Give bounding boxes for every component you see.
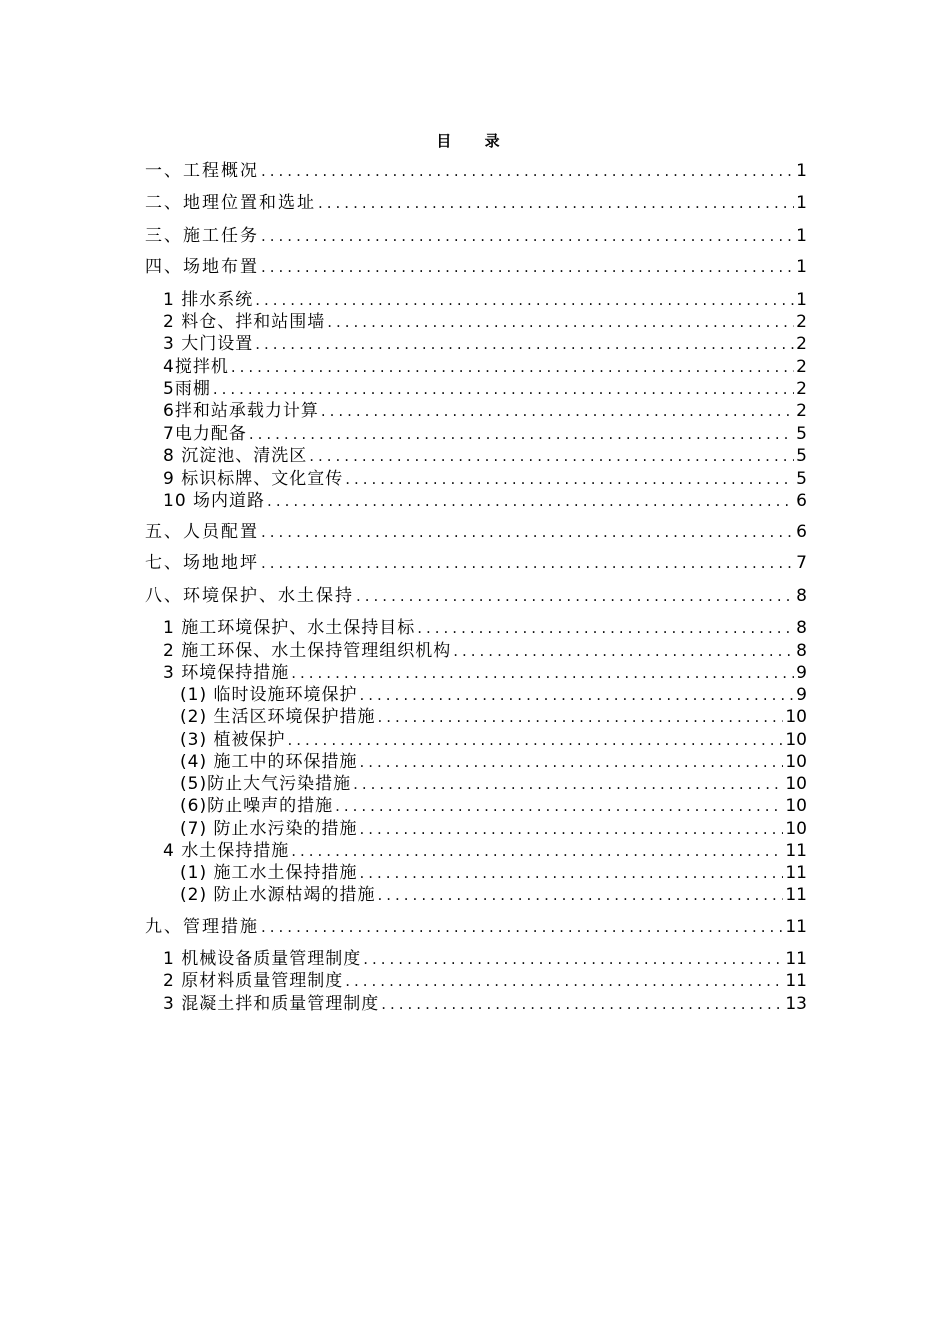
toc-entry — [145, 333, 807, 355]
toc-entry-label: 一、工程概况 — [145, 161, 259, 181]
toc-entry-page-number: 1 — [796, 193, 807, 213]
toc-entry-page-number: 2 — [796, 379, 807, 399]
toc-dot-leader — [377, 706, 783, 728]
toc-entry-page-number: 8 — [796, 618, 807, 638]
toc-dot-leader — [417, 617, 794, 639]
toc-entry — [145, 225, 807, 247]
toc-entry — [145, 840, 807, 862]
toc-dot-leader — [377, 884, 783, 906]
toc-dot-leader — [261, 916, 783, 938]
toc-entry-page-number: 10 — [785, 730, 807, 750]
toc-entry-label: 8 沉淀池、清洗区 — [163, 446, 308, 466]
toc-entry-page-number: 10 — [785, 752, 807, 772]
toc-entry — [145, 289, 807, 311]
toc-dot-leader — [287, 729, 783, 751]
toc-entry-page-number: 2 — [796, 312, 807, 332]
toc-dot-leader — [291, 662, 794, 684]
toc-dot-leader — [345, 468, 794, 490]
toc-dot-leader — [453, 640, 794, 662]
toc-entry-label: 九、管理措施 — [145, 917, 259, 937]
toc-entry-label: 八、环境保护、水土保持 — [145, 586, 354, 606]
toc-entry-label: 4搅拌机 — [163, 357, 229, 377]
toc-dot-leader — [309, 445, 794, 467]
toc-dot-leader — [359, 862, 783, 884]
toc-dot-leader — [321, 400, 794, 422]
toc-dot-leader — [353, 773, 783, 795]
toc-entry — [145, 970, 807, 992]
toc-entry — [145, 423, 807, 445]
toc-dot-leader — [291, 840, 783, 862]
toc-entry-page-number: 10 — [785, 819, 807, 839]
toc-entry — [145, 884, 807, 906]
toc-entry-page-number: 8 — [796, 641, 807, 661]
toc-dot-leader — [261, 160, 794, 182]
toc-entry — [145, 490, 807, 512]
toc-entry-label: 3 大门设置 — [163, 334, 254, 354]
toc-dot-leader — [327, 311, 794, 333]
toc-entry — [145, 617, 807, 639]
toc-entry-page-number: 7 — [796, 553, 807, 573]
toc-dot-leader — [381, 993, 783, 1015]
toc-entry-page-number: 6 — [796, 522, 807, 542]
toc-entry-label: 2 料仓、拌和站围墙 — [163, 312, 326, 332]
toc-dot-leader — [363, 948, 783, 970]
toc-entry-label: (7) 防止水污染的措施 — [180, 819, 358, 839]
toc-dot-leader — [261, 225, 794, 247]
toc-entry — [145, 862, 807, 884]
toc-entry — [145, 684, 807, 706]
toc-entry — [145, 468, 807, 490]
toc-entry — [145, 662, 807, 684]
toc-entry — [145, 916, 807, 938]
toc-dot-leader — [359, 751, 783, 773]
toc-entry-label: 4 水土保持措施 — [163, 841, 290, 861]
toc-entry-page-number: 11 — [785, 863, 807, 883]
toc-entry-page-number: 1 — [796, 257, 807, 277]
toc-dot-leader — [356, 585, 794, 607]
toc-entry — [145, 445, 807, 467]
toc-title: 目 录 — [436, 132, 514, 150]
toc-dot-leader — [261, 256, 794, 278]
toc-entry — [145, 400, 807, 422]
toc-entry — [145, 751, 807, 773]
toc-dot-leader — [249, 423, 794, 445]
toc-entry-label: (2) 生活区环境保护措施 — [180, 707, 376, 727]
toc-entry-label: (2) 防止水源枯竭的措施 — [180, 885, 376, 905]
toc-entry-page-number: 10 — [785, 707, 807, 727]
toc-dot-leader — [318, 192, 794, 214]
toc-entry — [145, 552, 807, 574]
toc-dot-leader — [267, 490, 794, 512]
toc-entry-label: 2 施工环保、水土保持管理组织机构 — [163, 641, 452, 661]
toc-dot-leader — [261, 521, 794, 543]
toc-entry-label: 五、人员配置 — [145, 522, 259, 542]
toc-entry-page-number: 1 — [796, 290, 807, 310]
toc-entry-label: 10 场内道路 — [163, 491, 266, 511]
toc-entry-label: 三、施工任务 — [145, 226, 259, 246]
toc-entry-label: (1) 临时设施环境保护 — [180, 685, 358, 705]
toc-entry-label: 二、地理位置和选址 — [145, 193, 316, 213]
toc-entry — [145, 948, 807, 970]
toc-dot-leader — [359, 818, 783, 840]
toc-entry — [145, 356, 807, 378]
toc-entry-page-number: 1 — [796, 161, 807, 181]
toc-entry-label: (1) 施工水土保持措施 — [180, 863, 358, 883]
toc-dot-leader — [359, 684, 794, 706]
toc-dot-leader — [255, 289, 794, 311]
toc-entry-label: 5雨棚 — [163, 379, 211, 399]
toc-entry — [145, 795, 807, 817]
toc-dot-leader — [231, 356, 794, 378]
toc-entry — [145, 729, 807, 751]
toc-entry-label: 2 原材料质量管理制度 — [163, 971, 344, 991]
toc-dot-leader — [345, 970, 783, 992]
toc-entry — [145, 585, 807, 607]
toc-entry — [145, 521, 807, 543]
toc-entry — [145, 311, 807, 333]
toc-entry-label: 1 机械设备质量管理制度 — [163, 949, 362, 969]
toc-entry-label: 四、场地布置 — [145, 257, 259, 277]
toc-entry-label: (6)防止噪声的措施 — [180, 796, 334, 816]
toc-entry — [145, 993, 807, 1015]
toc-entry-page-number: 1 — [796, 226, 807, 246]
toc-entry-page-number: 6 — [796, 491, 807, 511]
toc-entry-page-number: 11 — [785, 917, 807, 937]
toc-dot-leader — [213, 378, 794, 400]
toc-entry-page-number: 5 — [796, 424, 807, 444]
toc-entry-page-number: 5 — [796, 469, 807, 489]
toc-entry-page-number: 9 — [796, 685, 807, 705]
toc-entry — [145, 378, 807, 400]
toc-dot-leader — [255, 333, 794, 355]
toc-entry — [145, 256, 807, 278]
toc-entry-page-number: 2 — [796, 334, 807, 354]
toc-entry-page-number: 10 — [785, 796, 807, 816]
toc-entry-page-number: 11 — [785, 949, 807, 969]
toc-entry — [145, 818, 807, 840]
toc-entry-page-number: 9 — [796, 663, 807, 683]
toc-entry-label: 七、场地地坪 — [145, 553, 259, 573]
toc-dot-leader — [261, 552, 794, 574]
toc-entry-label: (4) 施工中的环保措施 — [180, 752, 358, 772]
toc-entry-label: 9 标识标牌、文化宣传 — [163, 469, 344, 489]
toc-dot-leader — [335, 795, 783, 817]
toc-entry-label: 6拌和站承载力计算 — [163, 401, 319, 421]
toc-entry-page-number: 13 — [785, 994, 807, 1014]
toc-entry-page-number: 5 — [796, 446, 807, 466]
toc-entry-label: 3 混凝土拌和质量管理制度 — [163, 994, 380, 1014]
toc-entry — [145, 160, 807, 182]
toc-entry-label: 1 施工环境保护、水土保持目标 — [163, 618, 416, 638]
toc-entry-label: 7电力配备 — [163, 424, 247, 444]
toc-entry-page-number: 8 — [796, 586, 807, 606]
toc-entry-page-number: 10 — [785, 774, 807, 794]
toc-entry — [145, 640, 807, 662]
toc-entry-label: (5)防止大气污染措施 — [180, 774, 352, 794]
toc-entry — [145, 773, 807, 795]
toc-entry-label: (3) 植被保护 — [180, 730, 286, 750]
toc-entry-page-number: 11 — [785, 885, 807, 905]
toc-entry-label: 3 环境保持措施 — [163, 663, 290, 683]
toc-entry — [145, 192, 807, 214]
toc-entry-page-number: 2 — [796, 401, 807, 421]
toc-entry — [145, 706, 807, 728]
toc-entry-page-number: 2 — [796, 357, 807, 377]
toc-entry-page-number: 11 — [785, 971, 807, 991]
toc-entry-page-number: 11 — [785, 841, 807, 861]
toc-entry-label: 1 排水系统 — [163, 290, 254, 310]
